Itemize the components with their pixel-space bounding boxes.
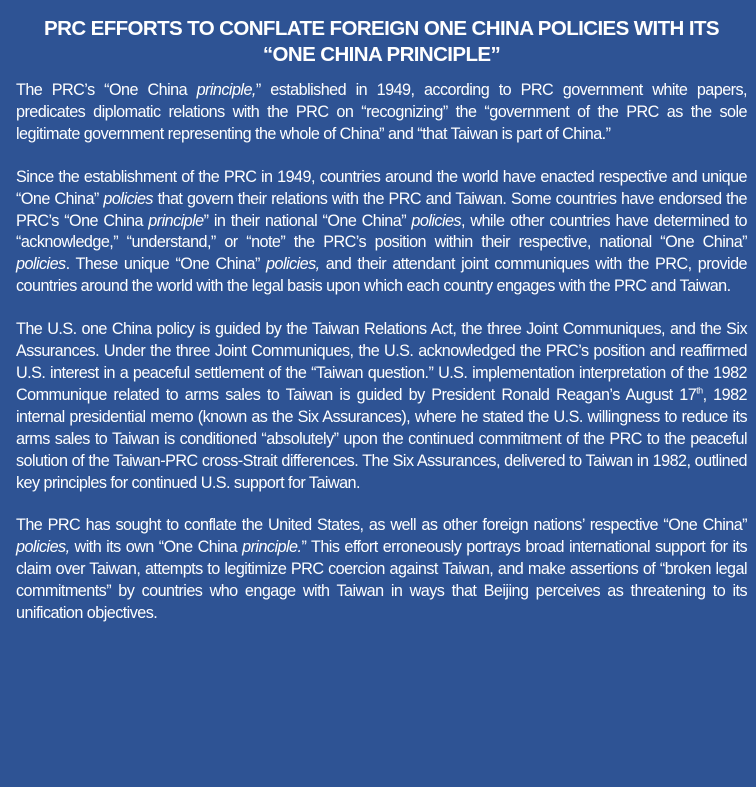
emphasis-span: policies, [16, 538, 70, 557]
text-span: with its own “One China [69, 538, 243, 557]
text-span: . These unique “One China” [65, 255, 267, 274]
emphasis-span: policies [103, 189, 153, 208]
text-span: Since the establishment of the PRC in 1949, countries around the world have enacted respective and unique “One China” [16, 167, 747, 208]
ordinal-superscript: th [696, 385, 703, 396]
paragraph-us-policy [16, 319, 747, 494]
text-span: The PRC’s “One China [16, 81, 197, 99]
document-title: PRC EFFORTS TO CONFLATE FOREIGN ONE CHINA POLICIES WITH ITS “ONE CHINA PRINCIPLE” [44, 17, 719, 66]
text-span: that govern their relations with the PRC and Taiwan. Some countries have endorsed the PRC’s “One China [16, 189, 747, 230]
emphasis-span: principle [148, 211, 204, 230]
text-span: ” This effort erroneously portrays broad international support for its claim over Taiwan, attempts to legitimize PRC coercion against Taiwan, and make assertions of “broken legal commitments” by countries who engage with Taiwan in ways that Beijing perceives as threatening to its unification objectives. [16, 538, 748, 623]
text-span: The U.S. one China policy is guided by the Taiwan Relations Act, the three Joint Communiques, and the Six Assurances. Under the three Joint Communiques, the U.S. acknowledged the PRC’s position and reaffirmed U.S. interest in a peaceful settlement of the “Taiwan question.” U.S. implementation interpretation of the 1982 Communique related to arms sales to Taiwan is guided by President Ronald Reagan’s August 17 [16, 320, 747, 404]
emphasis-span: principle. [242, 538, 302, 557]
emphasis-span: principle, [196, 81, 256, 99]
text-span: and their attendant joint communiques with the PRC, provide countries around the world with the legal basis upon which each country engages with the PRC and Taiwan. [16, 255, 747, 296]
paragraph-prc-conflation [16, 515, 747, 625]
text-span: , 1982 internal presidential memo (known as the Six Assurances), where he stated the U.S. willingness to reduce its arms sales to Taiwan is conditioned “absolutely” upon the continued commitment of the PRC to the peaceful solution of the Taiwan-PRC cross-Strait differences. The Six Assurances, delivered to Taiwan in 1982, outlined key principles for continued U.S. support for Taiwan. [16, 385, 747, 492]
emphasis-span: policies [16, 255, 66, 274]
text-span: ” established in 1949, according to PRC government white papers, predicates diplomatic relations with the PRC on “recognizing” the “government of the PRC as the sole legitimate government representing the whole of China” and “that Taiwan is part of China.” [16, 81, 747, 143]
text-span: ” in their national “One China” [203, 211, 412, 230]
emphasis-span: policies [411, 211, 462, 230]
paragraph-country-policies [16, 167, 747, 298]
text-span: , while other countries have determined to “acknowledge,” “understand,” or “note” the PRC’s position within their respective, national “One China” [16, 211, 748, 252]
emphasis-span: policies, [266, 255, 320, 274]
paragraph-one-china-principle [16, 80, 747, 146]
text-span: The PRC has sought to conflate the United States, as well as other foreign nations’ respective “One China” [16, 516, 747, 535]
